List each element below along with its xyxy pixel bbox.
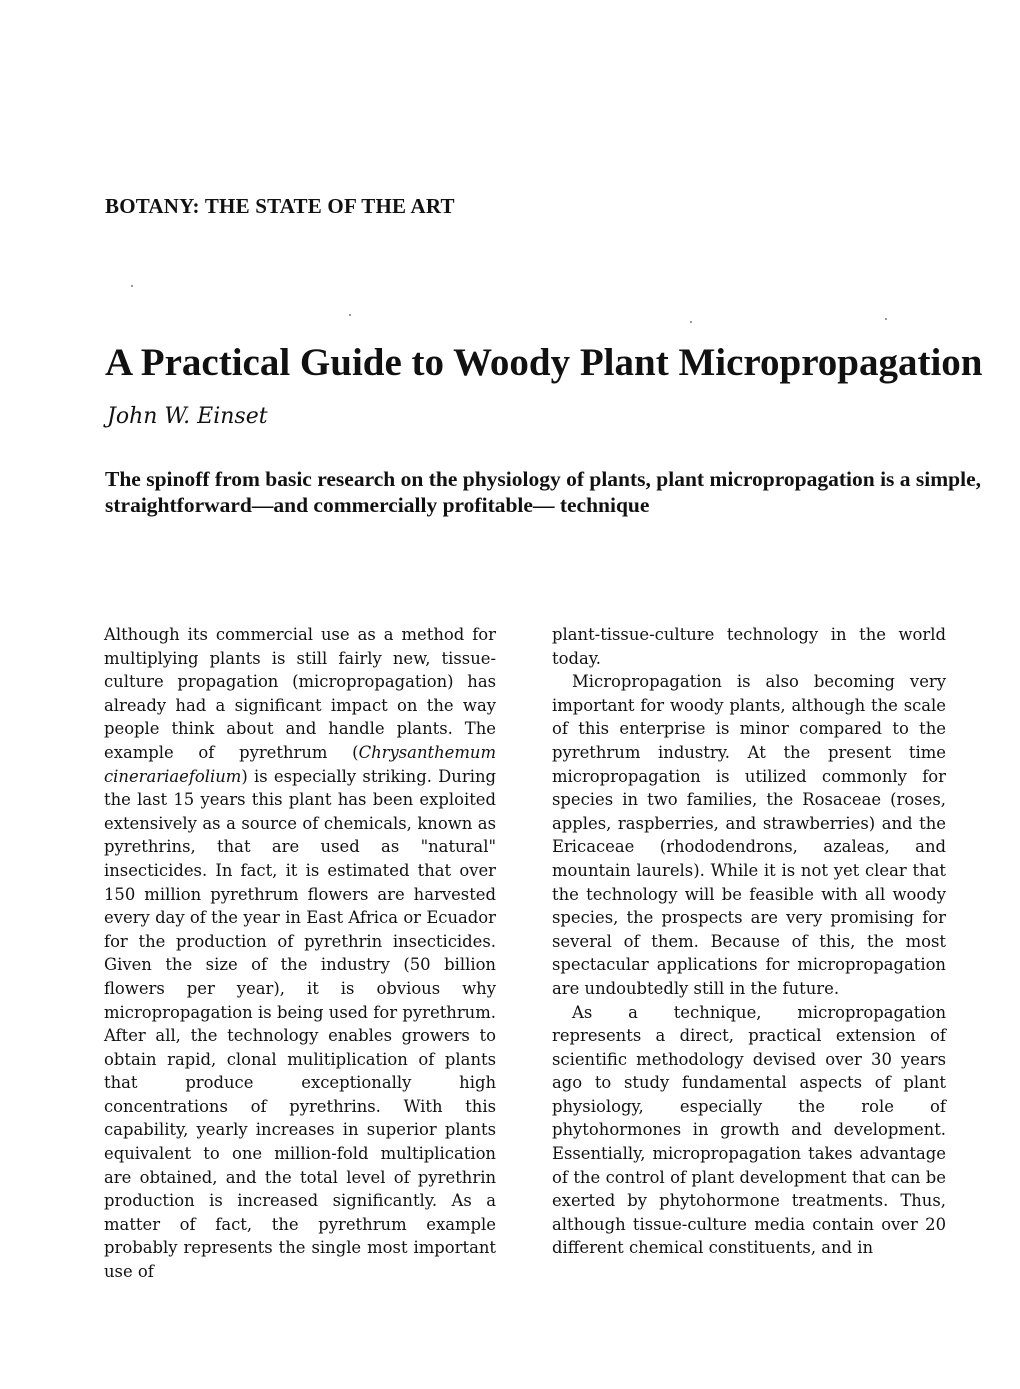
right-paragraph-3: As a technique, micropropagation represents a direct, practical extension of scientific methodology devised over 30 years ago to study fundamental aspects of plant physiology, especially the role of phytohormones in growth and development. Essentially, micropropagation takes advantage of the control of plant development that can be exerted by phytohormone treatments. Thus, although tissue-culture media contain over 20 different chemical constituents, and in <box>552 1002 946 1258</box>
scan-speck <box>131 285 133 287</box>
scan-speck <box>885 318 887 320</box>
left-paragraph-1-end: ) is especially striking. During the last 15 years this plant has been exploited extensively as a source of chemicals, known as pyrethrins, that are used as "natural" insecticides. In fact, it is estimated that over 150 million pyrethrum flowers are harvested every day of the year in East Africa or Ecuador for the production of pyrethrin insecticides. Given the size of the industry (50 billion flowers per year), it is obvious why micropropagation is being used for pyrethrum. After all, the technology enables growers to obtain rapid, clonal mulitiplication of plants that produce exceptionally high concentrations of pyrethrins. With this capability, yearly increases in superior plants equivalent to one million-fold multiplication are obtained, and the total level of pyrethrin production is increased significantly. As a matter of fact, the pyrethrum example probably represents the single most important use of <box>104 766 496 1282</box>
author-byline: John W. Einset <box>107 404 268 429</box>
species-name: Chrysanthemum cinerariaefolium <box>104 742 496 786</box>
right-paragraph-1: plant-tissue-culture technology in the world today. <box>552 625 946 668</box>
scan-speck <box>349 314 351 316</box>
left-paragraph-1-start: Although its commercial use as a method for multiplying plants is still fairly new, tissue-culture propagation (micropropagation) has already had a significant impact on the way people think about and handle plants. The example of pyrethrum ( <box>104 625 496 762</box>
right-column <box>552 623 946 1260</box>
left-paragraph-1 <box>104 623 496 1284</box>
right-paragraph-2: Micropropagation is also becoming very important for woody plants, although the scale of this enterprise is minor compared to the pyrethrum industry. At the present time micropropagation is utilized commonly for species in two families, the Rosaceae (roses, apples, raspberries, and strawberries) and the Ericaceae (rhododendrons, azaleas, and mountain laurels). While it is not yet clear that the technology will be feasible with all woody species, the prospects are very promising for several of them. Because of this, the most spectacular applications for micropropagation are undoubtedly still in the future. <box>552 672 946 998</box>
section-header: BOTANY: THE STATE OF THE ART <box>105 194 455 218</box>
scan-speck <box>690 321 692 323</box>
article-title: A Practical Guide to Woody Plant Micropropagation <box>105 341 983 384</box>
left-column <box>104 623 496 1284</box>
article-deck: The spinoff from basic research on the physiology of plants, plant micropropagation is a simple, straightforward—and commercially profitable— technique <box>105 467 982 517</box>
